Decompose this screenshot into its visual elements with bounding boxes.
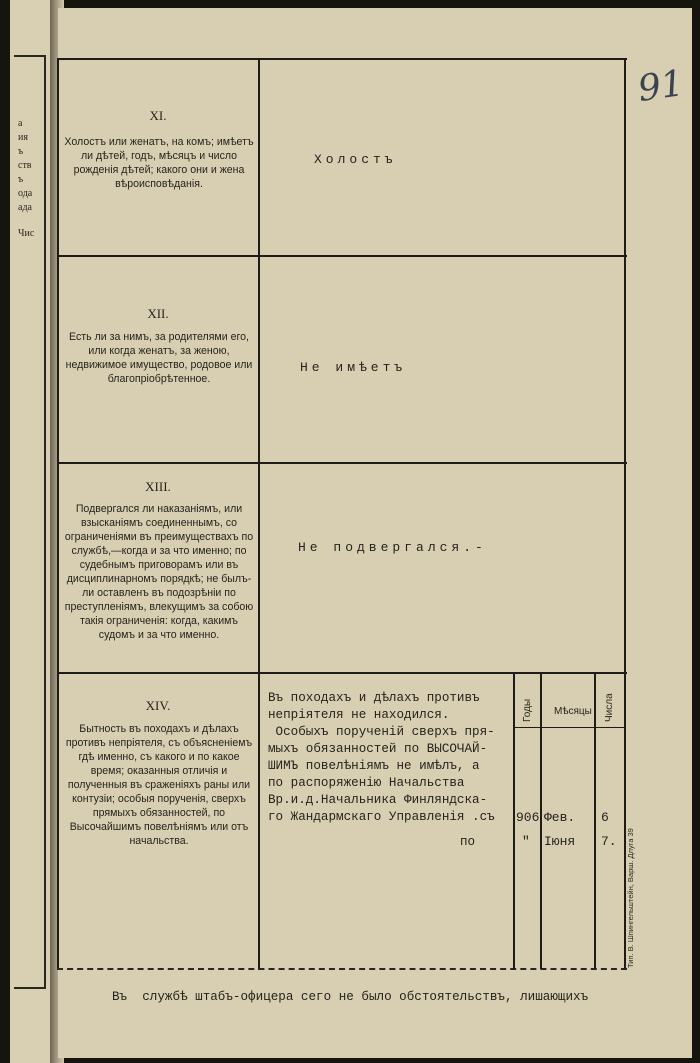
strip-fragment: ъ [18, 174, 24, 185]
page-number-handwritten: 91 [635, 63, 687, 110]
section-numeral: XII. [147, 306, 169, 321]
strip-fragment: Чис [18, 228, 35, 239]
answer-line: Особыхъ порученій сверхъ пря- [268, 725, 495, 739]
service-year: 906 [516, 810, 540, 825]
answer-line: мыхъ обязанностей по ВЫСОЧАЙ- [268, 742, 488, 756]
strip-fragment: а [18, 118, 23, 129]
days-column-header: Числа [604, 693, 615, 722]
section-numeral: XIII. [145, 479, 171, 494]
service-year: " [522, 834, 530, 849]
answer-line: непріятеля не находился. [268, 708, 450, 722]
previous-page-frame [14, 55, 46, 989]
table-left-border [57, 58, 59, 970]
section-question: Есть ли за нимъ, за родителями его, или когда женатъ, за женою, недвижимое имущество, родовое или благопріобрѣтенное. [65, 331, 253, 385]
section-question: Бытность въ походахъ и дѣлахъ противъ непріятеля, съ объясненіемъ гдѣ именно, съ какого и по какое время; оказанныя отличія и полученныя въ сраженіяхъ раны или контузіи; особыя порученія, сверхъ прямыхъ обязанностей, по Высочайшимъ повелѣніямъ или отъ начальства. [65, 723, 253, 847]
table-top-border [57, 58, 627, 60]
answer-line: ШИМЪ повелѣніямъ не имѣлъ, а [268, 759, 480, 773]
section-numeral: XI. [149, 108, 167, 123]
section-numeral: XIV. [145, 698, 171, 713]
answer-line: по распоряженію Начальства [268, 776, 465, 790]
section-answer: Не подвергался.- [298, 540, 487, 555]
years-column-header: Годы [522, 698, 533, 722]
years-column-divider [513, 673, 515, 969]
answer-line: го Жандармскаго Управленія .съ [268, 810, 495, 824]
service-month: Фев. [544, 810, 576, 825]
service-day: 7. [601, 834, 617, 849]
months-column-divider [540, 673, 542, 969]
section-question: Холостъ или женатъ, на комъ; имѣетъ ли дѣтей, годъ, мѣсяцъ и число рожденія дѣтей; какого они и жена вѣроисповѣданія. [64, 136, 254, 190]
service-month: Іюня [544, 834, 576, 849]
days-column-divider [594, 673, 596, 969]
strip-fragment: ия [18, 132, 28, 143]
printer-imprint: Тип. В. Шпингельштейн, Варш. Длуга 39 [626, 828, 635, 968]
date-header-divider [513, 727, 625, 728]
strip-fragment: ода [18, 188, 33, 199]
strip-fragment: ада [18, 202, 32, 213]
column-divider [258, 58, 260, 970]
section-answer: Не имѣетъ [300, 360, 407, 375]
answer-line: по [460, 835, 476, 849]
row-divider [57, 462, 627, 464]
footer-text: Въ службѣ штабъ-офицера сего не было обстоятельствъ, лишающихъ [112, 990, 589, 1004]
months-column-header: Мѣсяцы [554, 706, 592, 717]
answer-line: Вр.и.д.Начальника Финляндска- [268, 793, 488, 807]
strip-fragment: ъ [18, 146, 24, 157]
section-answer: Холостъ [314, 152, 397, 167]
strip-fragment: ств [18, 160, 32, 171]
answer-line: Въ походахъ и дѣлахъ противъ [268, 691, 480, 705]
section-question: Подвергался ли наказаніямъ, или взысканіямъ соединеннымъ, со ограниченіями въ преимуществахъ по службѣ,—когда и за что именно; по судебнымъ приговорамъ или въ дисциплинарномъ порядкѣ; не былъ-ли оставленъ въ подозрѣніи по преступленіямъ, влекущимъ за собою такія ограниченія: когда, какимъ судомъ и за что именно. [64, 503, 254, 641]
row-divider [57, 255, 627, 257]
service-day: 6 [601, 810, 609, 825]
